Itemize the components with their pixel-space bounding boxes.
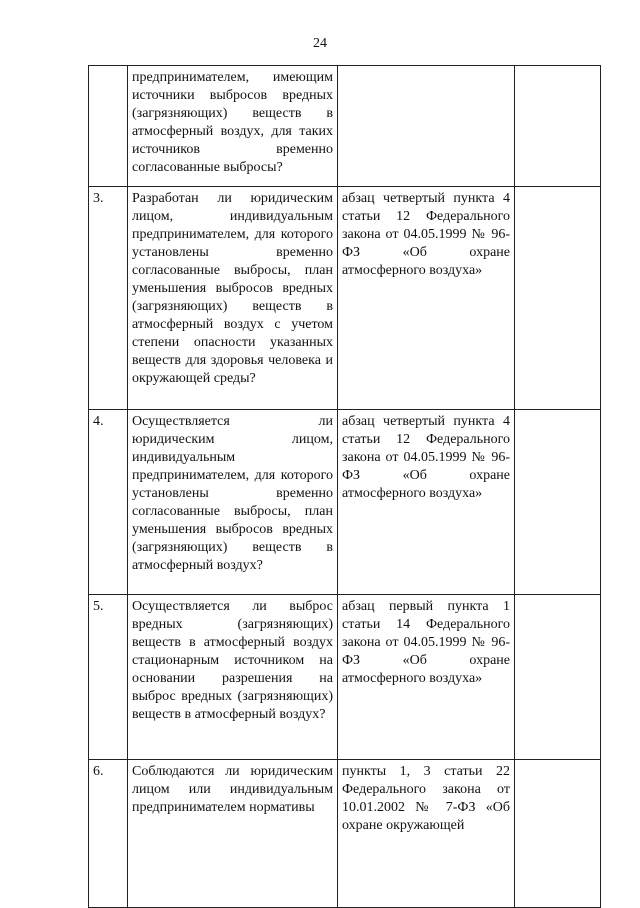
table-row	[89, 760, 601, 908]
legal-reference	[338, 66, 515, 187]
row-number	[89, 66, 128, 187]
answer-cell	[515, 410, 601, 595]
page-number: 24	[313, 36, 327, 51]
question-text: Разработан ли юридическим лицом, индивидуальным предпринимателем, для которого установлены временно согласованные выбросы, план уменьшения выбросов вредных (загрязняющих) веществ в атмосферный воздух с учетом степени опасности указанных веществ для здоровья человека и окружающей среды?	[128, 187, 338, 410]
answer-cell	[515, 760, 601, 908]
table-row	[89, 410, 601, 595]
row-number: 3.	[89, 187, 128, 410]
row-number: 6.	[89, 760, 128, 908]
question-text: Осуществляется ли юридическим лицом, индивидуальным предпринимателем, для которого установлены временно согласованные выбросы, план уменьшения выбросов вредных (загрязняющих) веществ в атмосферный воздух?	[128, 410, 338, 595]
question-text: Соблюдаются ли юридическим лицом или индивидуальным предпринимателем нормативы	[128, 760, 338, 908]
table-row	[89, 595, 601, 760]
legal-reference: пункты 1, 3 статьи 22 Федерального закона от 10.01.2002 № 7-ФЗ «Об охране окружающей	[338, 760, 515, 908]
answer-cell	[515, 187, 601, 410]
row-number: 5.	[89, 595, 128, 760]
legal-reference: абзац четвертый пункта 4 статьи 12 Федерального закона от 04.05.1999 № 96-ФЗ «Об охране атмосферного воздуха»	[338, 410, 515, 595]
question-text: Осуществляется ли выброс вредных (загрязняющих) веществ в атмосферный воздух стационарным источником на основании разрешения на выброс вредных (загрязняющих) веществ в атмосферный воздух?	[128, 595, 338, 760]
legal-reference: абзац четвертый пункта 4 статьи 12 Федерального закона от 04.05.1999 № 96-ФЗ «Об охране атмосферного воздуха»	[338, 187, 515, 410]
table-row	[89, 187, 601, 410]
checklist-table	[88, 65, 601, 908]
row-number: 4.	[89, 410, 128, 595]
question-text: предпринимателем, имеющим источники выбросов вредных (загрязняющих) веществ в атмосферный воздух, для таких источников временно согласованные выбросы?	[128, 66, 338, 187]
legal-reference: абзац первый пункта 1 статьи 14 Федерального закона от 04.05.1999 № 96-ФЗ «Об охране атмосферного воздуха»	[338, 595, 515, 760]
answer-cell	[515, 66, 601, 187]
table-row	[89, 66, 601, 187]
answer-cell	[515, 595, 601, 760]
